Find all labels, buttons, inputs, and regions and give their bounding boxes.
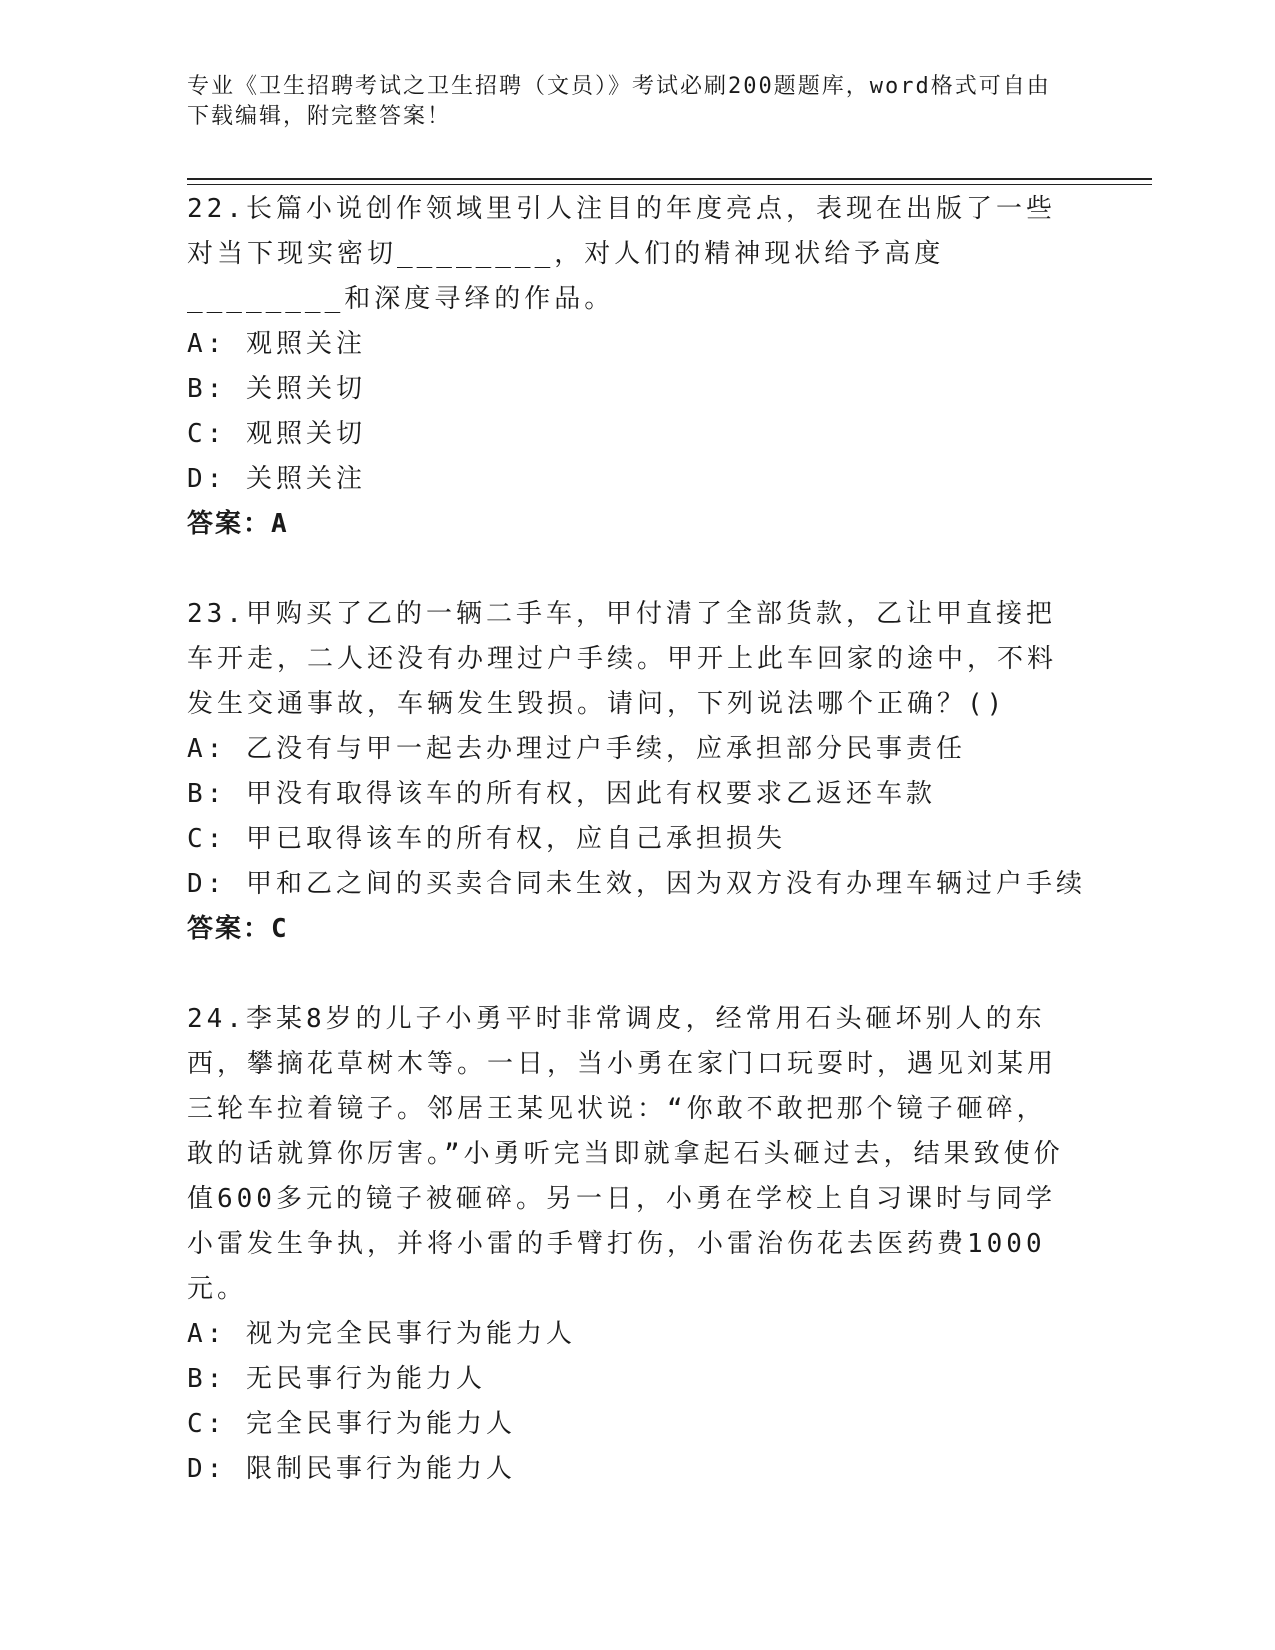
question-text: 22.长篇小说创作领域里引人注目的年度亮点，表现在出版了一些对当下现实密切________，对人们的精神现状给予高度________和深度寻绎的作品。 xyxy=(187,194,1056,314)
option-b: B: 关照关切 xyxy=(187,374,366,404)
question-22 xyxy=(187,187,1067,547)
document-header xyxy=(187,72,1067,132)
option-d: D: 关照关注 xyxy=(187,464,366,494)
option-c: C: 观照关切 xyxy=(187,419,366,449)
option-b: B: 甲没有取得该车的所有权，因此有权要求乙返还车款 xyxy=(187,779,936,809)
option-d: D: 甲和乙之间的买卖合同未生效，因为双方没有办理车辆过户手续 xyxy=(187,869,1086,899)
header-divider-thick xyxy=(187,178,1152,180)
question-24 xyxy=(187,997,1067,1492)
question-text: 23.甲购买了乙的一辆二手车，甲付清了全部货款，乙让甲直接把车开走，二人还没有办理过户手续。甲开上此车回家的途中，不料发生交通事故，车辆发生毁损。请问，下列说法哪个正确？() xyxy=(187,599,1058,719)
answer-label: 答案：A xyxy=(187,509,289,539)
option-a: A: 乙没有与甲一起去办理过户手续，应承担部分民事责任 xyxy=(187,734,966,764)
option-d: D: 限制民事行为能力人 xyxy=(187,1454,516,1484)
option-a: A: 观照关注 xyxy=(187,329,366,359)
option-b: B: 无民事行为能力人 xyxy=(187,1364,486,1394)
option-c: C: 甲已取得该车的所有权，应自己承担损失 xyxy=(187,824,786,854)
header-divider-thin xyxy=(187,184,1152,185)
option-a: A: 视为完全民事行为能力人 xyxy=(187,1319,576,1349)
option-c: C: 完全民事行为能力人 xyxy=(187,1409,516,1439)
question-23 xyxy=(187,592,1086,952)
header-text: 专业《卫生招聘考试之卫生招聘（文员）》考试必刷200题题库，word格式可自由下载编辑，附完整答案！ xyxy=(187,74,1051,129)
question-text: 24.李某8岁的儿子小勇平时非常调皮，经常用石头砸坏别人的东西，攀摘花草树木等。一日，当小勇在家门口玩耍时，遇见刘某用三轮车拉着镜子。邻居王某见状说：“你敢不敢把那个镜子砸碎，敢的话就算你厉害。”小勇听完当即就拿起石头砸过去，结果致使价值600多元的镜子被砸碎。另一日，小勇在学校上自习课时与同学小雷发生争执，并将小雷的手臂打伤，小雷治伤花去医药费1000元。 xyxy=(187,1004,1064,1304)
answer-label: 答案：C xyxy=(187,914,289,944)
